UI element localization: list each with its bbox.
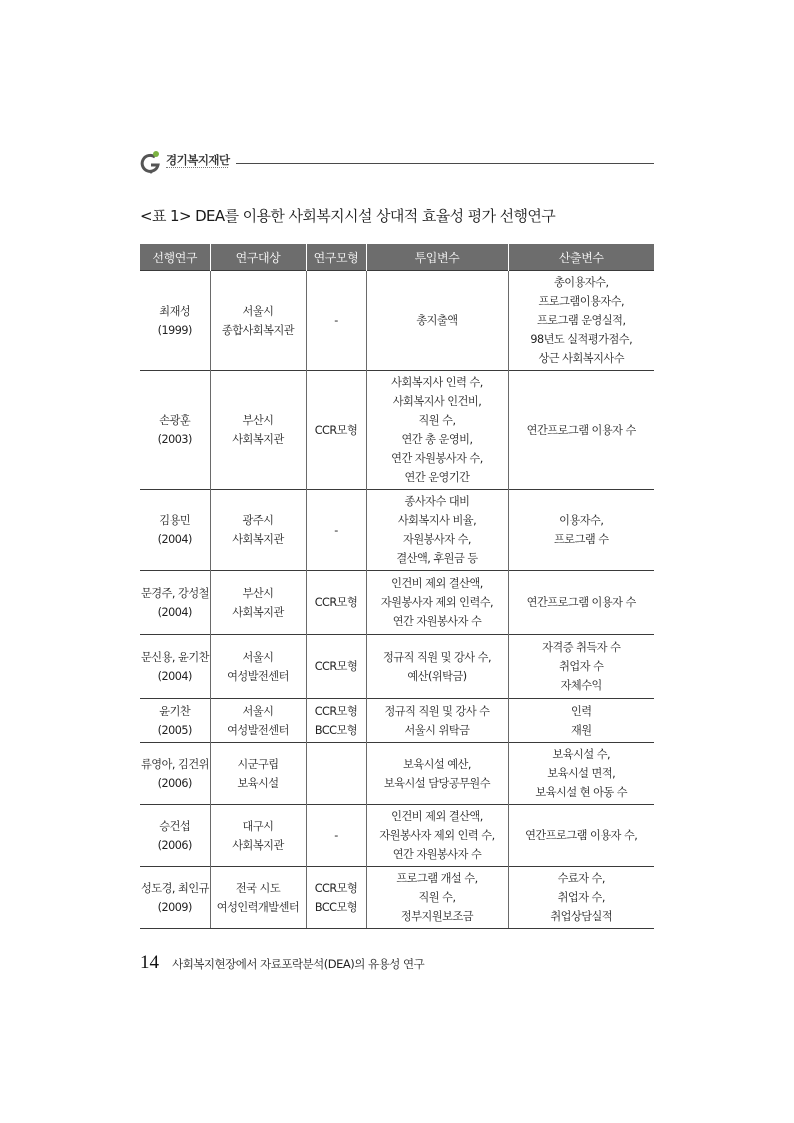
table-row [140, 699, 654, 743]
cell-outputs [508, 699, 654, 743]
table-row [140, 743, 654, 805]
prior-studies-table [140, 244, 654, 929]
cell-model [306, 743, 366, 805]
cell-outputs [508, 635, 654, 699]
cell-model [306, 699, 366, 743]
cell-outputs [508, 743, 654, 805]
cell-study-line: 승건섭 [159, 819, 191, 833]
cell-inputs-line: 직원 수, [418, 414, 456, 427]
cell-target [210, 371, 306, 490]
cell-inputs-line: 보육시설 담당공무원수 [383, 776, 491, 790]
cell-outputs-line: 취업상담실적 [550, 910, 613, 923]
table-header-row [140, 244, 654, 271]
cell-inputs [366, 271, 508, 371]
cell-study [140, 371, 210, 490]
cell-target-line: 부산시 [242, 586, 274, 600]
cell-outputs [508, 571, 654, 635]
cell-study-line: (2006) [157, 838, 192, 852]
cell-inputs [366, 371, 508, 490]
cell-study [140, 743, 210, 805]
cell-study-line: 윤기찬 [159, 704, 191, 718]
cell-study-line: (2006) [157, 776, 192, 790]
table-row [140, 867, 654, 929]
cell-target [210, 699, 306, 743]
column-header-study: 선행연구 [140, 244, 210, 271]
cell-target-line: 서울시 [242, 304, 274, 318]
table-row [140, 371, 654, 490]
cell-model [306, 571, 366, 635]
cell-outputs-line: 연간프로그램 이용자 수 [526, 596, 636, 609]
column-header-target: 연구대상 [210, 244, 306, 271]
cell-inputs-line: 자원봉사자 수, [403, 533, 471, 546]
table-caption: <표 1> DEA를 이용한 사회복지시설 상대적 효율성 평가 선행연구 [140, 207, 556, 225]
cell-target-line: 시군구립 [237, 757, 279, 771]
page-number: 14 [140, 952, 159, 973]
cell-target-line: 사회복지관 [232, 433, 284, 446]
page-footer [140, 952, 424, 974]
cell-outputs-line: 인력 [570, 704, 592, 718]
table-row [140, 271, 654, 371]
cell-inputs-line: 연간 자원봉사자 수 [392, 848, 482, 861]
cell-target-line: 종합사회복지관 [221, 323, 295, 337]
cell-inputs-line: 자원봉사자 제외 인력 수, [379, 829, 495, 842]
cell-model-line: CCR모형 [314, 881, 358, 895]
table-row [140, 805, 654, 867]
cell-inputs [366, 490, 508, 571]
table-body [140, 271, 654, 929]
cell-inputs-line: 연간 자원봉사자 수, [391, 452, 483, 465]
cell-outputs [508, 271, 654, 371]
cell-inputs-line: 서울시 위탁금 [404, 723, 470, 737]
cell-outputs-line: 프로그램이용자수, [538, 295, 624, 308]
cell-model-line: - [334, 829, 338, 842]
cell-study [140, 699, 210, 743]
cell-study-line: (1999) [157, 323, 192, 337]
cell-inputs [366, 699, 508, 743]
cell-inputs-line: 보육시설 예산, [403, 757, 471, 771]
cell-model-line: CCR모형 [314, 596, 358, 609]
cell-target-line: 여성발전센터 [227, 669, 289, 683]
column-header-model: 연구모형 [306, 244, 366, 271]
cell-outputs-line: 자격증 취득자 수 [542, 641, 621, 654]
cell-inputs [366, 571, 508, 635]
cell-model-line: - [334, 314, 338, 327]
cell-inputs-line: 사회복지사 인건비, [392, 395, 482, 408]
cell-outputs-line: 총이용자수, [553, 276, 609, 289]
cell-model-line: CCR모형 [314, 704, 358, 718]
cell-inputs-line: 정규직 직원 및 강사 수, [382, 650, 492, 664]
cell-outputs-line: 보육시설 수, [552, 748, 611, 761]
cell-study [140, 867, 210, 929]
cell-study-line: (2009) [157, 900, 192, 914]
cell-model [306, 271, 366, 371]
cell-outputs-line: 상근 사회복지사수 [538, 352, 624, 365]
cell-inputs-line: 프로그램 개설 수, [396, 872, 478, 885]
cell-target-line: 여성발전센터 [227, 723, 289, 737]
cell-inputs-line: 연간 운영기간 [404, 471, 470, 484]
cell-inputs [366, 867, 508, 929]
cell-target-line: 전국 시도 [235, 881, 281, 895]
cell-study-line: 성도경, 최인규 [141, 881, 209, 895]
cell-inputs-line: 자원봉사자 제외 인력수, [380, 596, 494, 609]
org-subtitle-line [166, 167, 228, 171]
cell-outputs-line: 보육시설 면적, [547, 767, 616, 780]
table-row [140, 635, 654, 699]
cell-target-line: 서울시 [242, 704, 274, 718]
cell-study-line: (2003) [157, 433, 192, 446]
cell-target [210, 805, 306, 867]
cell-study-line: 김용민 [159, 514, 191, 527]
cell-study [140, 490, 210, 571]
cell-model-line: CCR모형 [314, 660, 358, 673]
cell-study-line: 문신용, 윤기찬 [141, 650, 209, 664]
cell-model [306, 635, 366, 699]
cell-target-line: 대구시 [242, 819, 274, 833]
cell-inputs [366, 743, 508, 805]
table-row [140, 490, 654, 571]
cell-model-line: BCC모형 [314, 900, 358, 914]
cell-study-line: (2004) [157, 669, 192, 683]
cell-outputs-line: 연간프로그램 이용자 수, [525, 829, 638, 842]
cell-target-line: 사회복지관 [232, 838, 284, 852]
cell-inputs-line: 결산액, 후원금 등 [396, 552, 478, 565]
cell-outputs-line: 프로그램 수 [553, 533, 609, 546]
cell-outputs-line: 보육시설 현 아동 수 [535, 786, 628, 799]
cell-inputs-line: 연간 총 운영비, [401, 433, 473, 446]
cell-target-line: 광주시 [242, 514, 274, 527]
cell-study-line: 문경주, 강성철 [141, 586, 209, 600]
cell-target [210, 571, 306, 635]
cell-outputs [508, 805, 654, 867]
cell-study [140, 571, 210, 635]
cell-inputs-line: 종사자수 대비 [404, 495, 470, 508]
cell-target [210, 490, 306, 571]
cell-outputs [508, 371, 654, 490]
cell-model [306, 805, 366, 867]
cell-inputs-line: 인건비 제외 결산액, [391, 810, 483, 823]
cell-inputs-line: 연간 자원봉사자 수 [392, 615, 482, 628]
foundation-logo-icon [140, 150, 162, 176]
cell-study-line: 류영아, 김건위 [141, 757, 209, 771]
cell-target-line: 보육시설 [237, 776, 279, 790]
cell-study-line: (2004) [157, 605, 192, 619]
cell-outputs-line: 연간프로그램 이용자 수 [526, 423, 636, 437]
cell-study-line: 손광훈 [159, 414, 191, 427]
cell-model-line: BCC모형 [314, 723, 358, 737]
column-header-inputs: 투입변수 [366, 244, 508, 271]
cell-outputs-line: 재원 [570, 723, 592, 737]
cell-target-line: 서울시 [242, 650, 274, 664]
cell-outputs-line: 98년도 실적평가점수, [530, 333, 633, 346]
cell-outputs-line: 자체수익 [560, 679, 602, 692]
cell-outputs-line: 수료자 수, [557, 872, 605, 885]
cell-inputs-line: 예산(위탁금) [407, 669, 467, 683]
cell-inputs-line: 사회복지사 비율, [397, 514, 477, 527]
cell-target-line: 사회복지관 [232, 605, 284, 619]
cell-model-line: - [334, 523, 338, 537]
org-name: 경기복지재단 [166, 153, 230, 167]
cell-study [140, 805, 210, 867]
cell-target [210, 867, 306, 929]
header-rule [236, 163, 654, 164]
cell-model [306, 371, 366, 490]
cell-study-line: 최재성 [159, 304, 191, 318]
cell-inputs-line: 인건비 제외 결산액, [391, 577, 483, 590]
cell-target [210, 271, 306, 371]
cell-inputs [366, 635, 508, 699]
cell-study [140, 635, 210, 699]
page-header [140, 150, 654, 178]
cell-inputs-line: 직원 수, [418, 891, 456, 904]
cell-inputs-line: 정부지원보조금 [400, 910, 474, 923]
cell-outputs [508, 867, 654, 929]
cell-outputs-line: 취업자 수, [557, 891, 605, 904]
cell-model [306, 867, 366, 929]
cell-target-line: 사회복지관 [232, 533, 284, 546]
cell-inputs [366, 805, 508, 867]
cell-outputs-line: 취업자 수 [559, 660, 604, 673]
cell-outputs-line: 이용자수, [559, 514, 604, 527]
cell-target [210, 743, 306, 805]
cell-model-line: CCR모형 [314, 423, 358, 437]
cell-model [306, 490, 366, 571]
footer-title: 사회복지현장에서 자료포락분석(DEA)의 유용성 연구 [172, 957, 425, 971]
cell-outputs-line: 프로그램 운영실적, [536, 314, 626, 327]
table-row [140, 571, 654, 635]
cell-study-line: (2004) [157, 533, 192, 546]
cell-study [140, 271, 210, 371]
cell-inputs-line: 정규직 직원 및 강사 수 [384, 704, 490, 718]
cell-outputs [508, 490, 654, 571]
cell-inputs-line: 총지출액 [416, 314, 458, 327]
cell-target-line: 부산시 [242, 414, 274, 427]
cell-target [210, 635, 306, 699]
cell-study-line: (2005) [157, 723, 192, 737]
column-header-outputs: 산출변수 [508, 244, 654, 271]
cell-target-line: 여성인력개발센터 [216, 900, 300, 914]
cell-inputs-line: 사회복지사 인력 수, [391, 376, 483, 389]
